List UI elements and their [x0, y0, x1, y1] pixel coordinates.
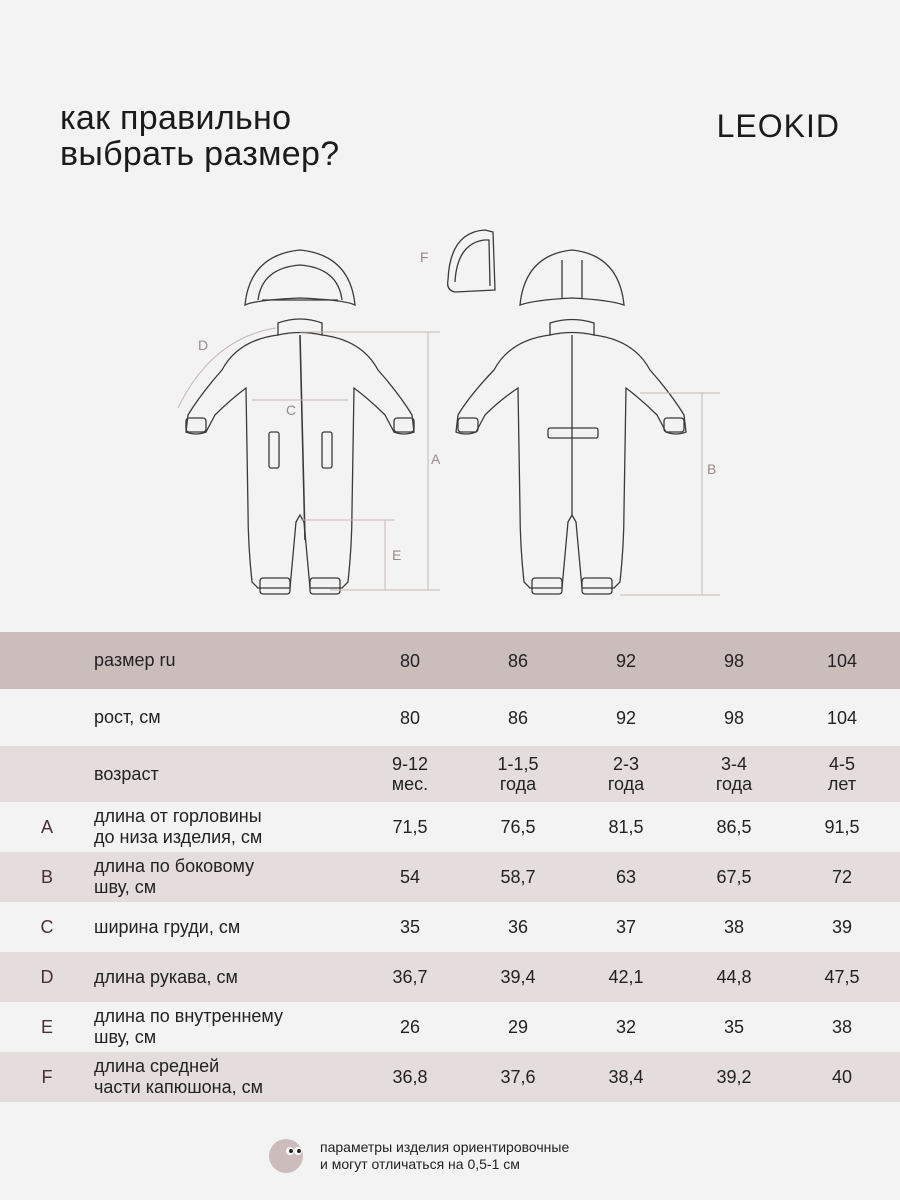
row-label: [94, 806, 356, 848]
table-cell: 35: [399, 917, 421, 937]
table-cell: 67,5: [716, 867, 752, 887]
table-cell: 81,5: [608, 817, 644, 837]
footer-note: [268, 1138, 569, 1174]
back-collar: [550, 320, 594, 336]
table-row: [0, 746, 900, 802]
row-letter: E: [40, 1016, 53, 1037]
label-d: D: [198, 337, 209, 353]
hood-side: [448, 230, 495, 292]
table-cell: 92: [615, 707, 637, 728]
mascot-icon: [268, 1138, 304, 1174]
table-cell: 72: [831, 867, 853, 887]
table-cell: 76,5: [500, 817, 536, 837]
table-cell: 54: [399, 867, 421, 887]
title-line-1: как правильно: [60, 99, 292, 137]
measurement-lines: [178, 328, 720, 595]
table-cell-line: года: [499, 774, 537, 794]
table-cell: 39,4: [500, 967, 536, 987]
page-title: [60, 100, 339, 172]
label-b: B: [707, 461, 717, 477]
table-cell: 38,4: [608, 1067, 644, 1087]
table-cell: 91,5: [824, 817, 860, 837]
table-cell: [788, 754, 896, 794]
table-cell: 35: [723, 1017, 745, 1037]
table-cell: [464, 754, 572, 794]
row-label: [94, 856, 356, 898]
back-body: [456, 335, 686, 588]
table-cell: 32: [615, 1017, 637, 1037]
table-cell: 26: [399, 1017, 421, 1037]
row-label-line: длина по внутреннему: [94, 1006, 284, 1026]
row-label-line: длина средней: [94, 1056, 220, 1076]
table-cell: 39: [831, 917, 853, 937]
table-cell: 36: [507, 917, 529, 937]
table-cell: 37,6: [500, 1067, 536, 1087]
table-cell: 92: [615, 650, 637, 671]
table-cell-line: 1-1,5: [497, 754, 539, 774]
table-cell-line: 3-4: [720, 754, 747, 774]
row-letter: A: [40, 816, 53, 837]
row-label: размер ru: [94, 650, 176, 670]
row-label: длина рукава, см: [94, 966, 238, 987]
table-cell: 44,8: [716, 967, 752, 987]
garment-diagram: [0, 210, 900, 610]
table-cell: 42,1: [608, 967, 644, 987]
table-row: [0, 852, 900, 902]
row-label-line: части капюшона, см: [94, 1077, 263, 1097]
table-cell: 29: [507, 1017, 529, 1037]
table-row: [0, 902, 900, 952]
table-cell-line: мес.: [391, 774, 429, 794]
table-row: [0, 1002, 900, 1052]
row-label-line: длина от горловины: [94, 806, 262, 826]
table-cell: 38: [723, 917, 745, 937]
row-letter: C: [40, 916, 54, 937]
size-table: [0, 632, 900, 1102]
table-cell: 47,5: [824, 967, 860, 987]
table-cell: 36,8: [392, 1067, 428, 1087]
brand-logo: LEOKID: [716, 108, 840, 144]
table-cell: 98: [723, 650, 745, 671]
row-letter: D: [40, 966, 54, 987]
label-f: F: [420, 249, 429, 265]
row-label: рост, см: [94, 707, 161, 727]
table-cell-line: 4-5: [828, 754, 855, 774]
row-label: [94, 1006, 356, 1048]
front-collar: [278, 319, 322, 335]
table-cell: 104: [826, 650, 858, 671]
table-cell: 58,7: [500, 867, 536, 887]
label-c: C: [286, 402, 297, 418]
row-letter: B: [40, 866, 53, 887]
table-cell: [356, 754, 464, 794]
label-a: A: [431, 451, 441, 467]
back-hood: [520, 250, 624, 305]
table-cell: 40: [831, 1067, 853, 1087]
table-cell: 80: [399, 707, 421, 728]
note-line-1: параметры изделия ориентировочные: [320, 1139, 570, 1155]
label-e: E: [392, 547, 402, 563]
row-label-line: шву, см: [94, 877, 157, 897]
row-letter: F: [41, 1066, 53, 1087]
table-cell: 86,5: [716, 817, 752, 837]
table-cell: 98: [723, 707, 745, 728]
row-label-line: шву, см: [94, 1027, 157, 1047]
table-cell: 38: [831, 1017, 853, 1037]
table-cell-line: лет: [827, 774, 857, 794]
table-cell: 86: [507, 650, 529, 671]
table-row: [0, 689, 900, 746]
table-cell: 37: [615, 917, 637, 937]
table-cell: 86: [507, 707, 529, 728]
table-cell: 63: [615, 867, 637, 887]
title-line-2: выбрать размер?: [60, 135, 340, 173]
table-cell: [680, 754, 788, 794]
row-label: [94, 1056, 356, 1098]
front-body: [186, 335, 414, 588]
note-line-2: и могут отличаться на 0,5-1 см: [320, 1156, 520, 1172]
table-cell-line: года: [607, 774, 645, 794]
table-row: [0, 952, 900, 1002]
table-cell: 80: [399, 650, 421, 671]
table-cell-line: 2-3: [612, 754, 639, 774]
row-label-line: длина по боковому: [94, 856, 255, 876]
front-hood: [245, 250, 355, 305]
table-cell: 39,2: [716, 1067, 752, 1087]
jumpsuit-illustration: [0, 210, 900, 610]
table-row: [0, 1052, 900, 1102]
row-label: ширина груди, см: [94, 916, 241, 937]
table-cell-line: года: [715, 774, 753, 794]
table-cell: [572, 754, 680, 794]
table-row: [0, 802, 900, 852]
table-cell: 104: [826, 707, 858, 728]
table-cell: 36,7: [392, 967, 428, 987]
table-row: [0, 632, 900, 689]
row-label-line: до низа изделия, см: [94, 827, 263, 847]
table-cell-line: 9-12: [391, 754, 429, 774]
row-label: возраст: [94, 763, 159, 784]
table-cell: 71,5: [392, 817, 428, 837]
